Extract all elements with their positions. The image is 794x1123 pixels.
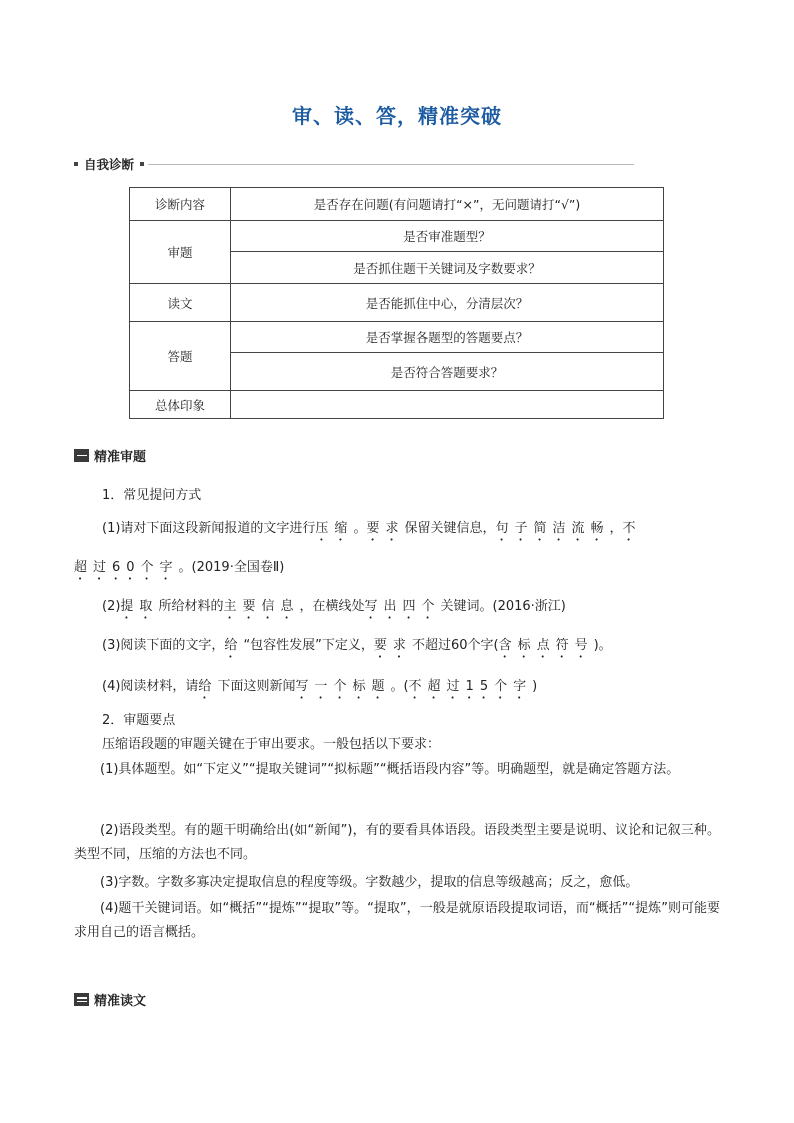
q1-emphasis: 不 [622,521,642,536]
q3-text: )。 [593,638,612,653]
q3-text: (3)阅读下面的文字， [102,638,225,653]
section-self-diagnosis-label: 自我诊断 [84,157,135,172]
table-row [130,322,664,353]
section-precise-reading [74,990,146,1009]
section-number-one-icon [74,449,89,462]
table-item-cell: 是否符合答题要求？ [231,353,664,391]
q4-text: 。( [390,679,409,694]
table-item-cell: 是否能抓住中心，分清层次？ [231,284,664,322]
paragraph-2: (2)语段类型。有的题干明确给出(如“新闻”)，有的要看具体语段。语段类型主要是说明、议论和记叙三种。类型不同，压缩的方法也不同。 [74,823,720,862]
q2-emphasis: 主要信息 [223,599,300,614]
q2-emphasis: 写出四个 [364,599,441,614]
q1-text: 保留关键信息， [404,521,496,536]
table-header-row [130,188,664,221]
q4-emphasis: 不超过15个字 [408,679,533,694]
section-precise-reading-label: 精准读文 [94,994,147,1009]
paragraph-4: (4)题干关键词语。如“概括”“提炼”“提取”等。“提取”，一般是就原语段提取词语，而“概括”“提炼”则可能要求用自己的语言概括。 [74,901,720,940]
paragraph-intro: 压缩语段题的审题关键在于审出要求。一般包括以下要求： [102,737,441,752]
section-rule [148,164,634,165]
table-row [130,221,664,252]
q2-emphasis: 提取 [120,599,159,614]
q4-emphasis: 写一个标题 [295,679,391,694]
table-category-cell: 审题 [130,221,231,284]
square-bullet-icon [74,162,78,166]
question-1-line-1 [102,517,642,544]
table-row [130,284,664,322]
heading-review-points: 2．审题要点 [102,713,176,728]
table-category-cell: 读文 [130,284,231,322]
question-4 [102,675,537,702]
question-3 [102,634,612,661]
q4-emphasis: 给 [198,679,218,694]
q3-emphasis: 给 [224,638,244,653]
q2-text: (2) [102,599,121,614]
paragraph-1: (1)具体题型。如“下定义”“提取关键词”“拟标题”“概括语段内容”等。明确题型，就是确定答题方法。 [100,762,680,777]
question-1-line-2 [74,556,284,583]
table-category-cell: 答题 [130,322,231,391]
table-category-cell: 总体印象 [130,391,231,419]
square-bullet-icon [140,162,144,166]
q3-text: “包容性发展”下定义， [243,638,374,653]
table-header-cell: 诊断内容 [130,188,231,221]
q1-text: ， [609,521,623,536]
table-header-cell: 是否存在问题(有问题请打“×”，无问题请打“√”) [231,188,664,221]
table-item-cell: 是否抓住题干关键词及字数要求？ [231,252,664,284]
q1-source: 。(2019·全国卷Ⅱ) [178,560,285,575]
table-item-cell [231,391,664,419]
q2-text: 关键词。(2016·浙江) [440,599,566,614]
q1-emphasis: 要求 [366,521,405,536]
question-2 [102,595,566,622]
q1-emphasis: 句子简洁流畅 [495,521,610,536]
q1-emphasis: 压缩 [315,521,354,536]
section-number-two-icon [74,993,89,1006]
q1-emphasis: 超过60个字 [74,560,179,575]
section-precise-review [74,446,146,465]
q2-text: 所给材料的 [158,599,224,614]
section-self-diagnosis [74,155,634,173]
section-precise-review-label: 精准审题 [94,450,147,465]
q3-emphasis: 要求 [373,638,412,653]
table-row [130,391,664,419]
page-title: 审、读、答，精准突破 [292,104,502,128]
paragraph-3: (3)字数。字数多寡决定提取信息的程度等级。字数越少，提取的信息等级越高；反之，愈低。 [100,875,639,890]
q3-emphasis: 含标点符号 [498,638,594,653]
q2-text: ，在横线处 [299,599,365,614]
q1-text: 。 [353,521,367,536]
table-item-cell: 是否审准题型？ [231,221,664,252]
q4-text: 下面这则新闻 [217,679,296,694]
q4-text: ) [532,679,538,694]
diagnosis-table [129,187,664,419]
q4-text: (4)阅读材料，请 [102,679,199,694]
heading-question-forms: 1．常见提问方式 [102,488,202,503]
q1-text: (1)请对下面这段新闻报道的文字进行 [102,521,316,536]
table-item-cell: 是否掌握各题型的答题要点？ [231,322,664,353]
q3-text: 不超过60个字( [411,638,499,653]
